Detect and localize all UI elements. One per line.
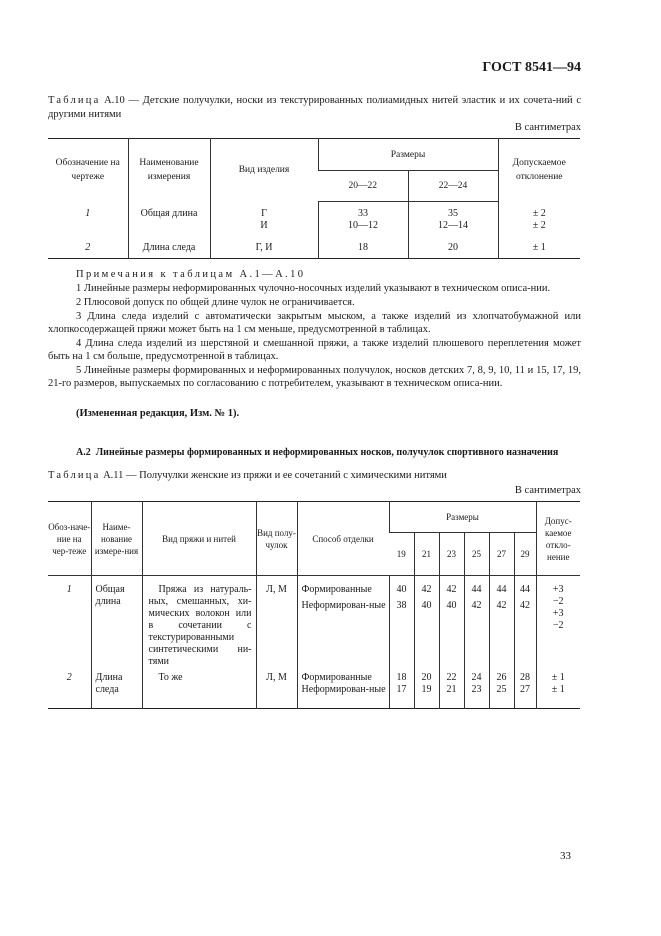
a11-row1-yarn: Пряжа из натураль-ных, смешанных, хи-мических волокон или в сочетании с текстурированными синтетическими ни-тями <box>142 576 256 673</box>
a11-size-header: 21 <box>414 533 439 576</box>
a11-row1-tol: −2 <box>552 596 564 607</box>
a11-cell: 42 <box>496 600 507 611</box>
notes-heading: Примечания к таблицам А.1—А.10 <box>76 269 306 280</box>
row1-item-type-2: И <box>260 219 268 231</box>
note-item: 1 Линейные размеры неформированных чулочно-носочных изделий указывают в техническом описа-нии. <box>76 282 551 294</box>
a11-row1-tol: +3 <box>552 584 564 595</box>
a11-cell: 27 <box>520 684 530 695</box>
row2-item-type: Г, И <box>210 242 318 259</box>
table-row <box>48 672 580 709</box>
col-designation-header: Обозначение на чертеже <box>55 158 120 183</box>
row2-size-b: 20 <box>408 242 498 259</box>
a11-cell: 23 <box>471 684 482 695</box>
a11-col-finish-header: Способ отделки <box>297 502 389 576</box>
a11-cell: 44 <box>520 584 530 595</box>
a11-cell: 38 <box>396 600 407 611</box>
note-item: 5 Линейные размеры формированных и неформированных получулок, носков детских 7, 8, 9, 10, 11 и 15, 17, 19, 21-го размеров, выпускаемых по согласованию с потребителем, указывают в техническом описа-нии. <box>48 364 581 389</box>
a11-row1-finish-1: Формированные <box>301 584 372 595</box>
col-sizes-header: Размеры <box>318 139 498 171</box>
a11-cell: 40 <box>446 600 457 611</box>
a11-row2-tol: ± 1 <box>551 684 565 695</box>
section-a2-number: А.2 <box>76 447 91 458</box>
row2-size-a: 18 <box>318 242 408 259</box>
table-a11-caption-text: А.11 — Получулки женские из пряжи и ее сочетаний с химическими нитями <box>100 470 447 481</box>
a11-cell: 26 <box>496 672 507 683</box>
row1-tol-1: ± 2 <box>532 207 546 219</box>
table-a11 <box>48 501 580 709</box>
a11-row1-finish-2: Неформирован-ные <box>301 600 386 611</box>
a11-row1-designation: 1 <box>66 584 72 595</box>
a11-cell: 40 <box>421 600 432 611</box>
a11-row2-measurement: Длина следа <box>91 672 142 709</box>
table-row <box>48 242 580 259</box>
section-a2-title: Линейные размеры формированных и неформированных носков, получулок спортивного назначения <box>95 447 559 458</box>
a11-cell: 42 <box>471 600 482 611</box>
row2-measurement: Длина следа <box>128 242 210 259</box>
col-measurement-header: Наименование измерения <box>128 139 210 202</box>
a11-cell: 44 <box>496 584 507 595</box>
a11-row2-finish-2: Неформирован-ные <box>301 684 386 695</box>
section-a2-heading <box>48 446 581 460</box>
amendment-text: (Измененная редакция, Изм. № 1) <box>76 408 237 419</box>
a11-row2-designation: 2 <box>66 672 72 683</box>
a11-row1-tol: −2 <box>552 620 564 631</box>
col-size-b-header: 22—24 <box>408 171 498 202</box>
page-number: 33 <box>560 850 571 862</box>
note-item: 2 Плюсовой допуск по общей длине чулок не ограничивается. <box>76 297 355 308</box>
a11-size-header: 29 <box>514 533 536 576</box>
a11-col-hosiery-header: Вид полу-чулок <box>256 502 297 576</box>
table-row <box>48 202 580 242</box>
a11-cell: 18 <box>396 672 407 683</box>
table-row <box>48 576 580 673</box>
a11-cell: 25 <box>496 684 507 695</box>
a11-size-header: 25 <box>464 533 489 576</box>
a11-row1-hosiery: Л, М <box>256 576 297 673</box>
a11-row1-measurement: Общая длина <box>91 576 142 673</box>
document-code: ГОСТ 8541—94 <box>482 60 581 75</box>
a11-row2-yarn: То же <box>142 672 256 709</box>
a11-cell: 42 <box>520 600 530 611</box>
col-tolerance-header: Допускаемое отклонение <box>498 139 580 202</box>
table-a10 <box>48 138 580 259</box>
row2-designation: 2 <box>85 241 91 253</box>
table-a10-caption-label: Таблица <box>48 95 101 106</box>
a11-cell: 22 <box>446 672 457 683</box>
a11-cell: 20 <box>421 672 432 683</box>
col-item-type-header: Вид изделия <box>210 139 318 202</box>
table-a11-caption-label: Таблица <box>48 470 101 481</box>
a11-col-sizes-header: Размеры <box>389 502 536 533</box>
a11-cell: 40 <box>396 584 407 595</box>
notes-block <box>48 268 581 391</box>
a11-cell: 19 <box>421 684 432 695</box>
a11-col-yarn-header: Вид пряжи и нитей <box>142 502 256 576</box>
a11-col-measurement-header: Наиме-нование измере-ния <box>91 502 142 576</box>
row1-size-b-2: 12—14 <box>438 220 468 231</box>
a11-cell: 24 <box>471 672 482 683</box>
table-a10-units: В сантиметрах <box>514 122 581 133</box>
a11-size-header: 19 <box>389 533 414 576</box>
table-a10-caption <box>48 94 581 121</box>
a11-cell: 17 <box>396 684 407 695</box>
row2-tol: ± 1 <box>498 242 580 259</box>
table-a10-caption-text: А.10 — Детские получулки, носки из текстурированных полиамидных нитей эластик и их сочета-ний с другими нитями <box>48 95 581 120</box>
a11-cell: 42 <box>421 584 432 595</box>
a11-row2-hosiery: Л, М <box>256 672 297 709</box>
row1-designation: 1 <box>85 207 91 219</box>
table-a11-caption <box>48 469 581 483</box>
a11-cell: 42 <box>446 584 457 595</box>
a11-cell: 44 <box>471 584 482 595</box>
amendment-note <box>48 407 581 421</box>
row1-size-b-1: 35 <box>448 208 458 219</box>
a11-row2-finish-1: Формированные <box>301 672 372 683</box>
row1-measurement: Общая длина <box>128 202 210 242</box>
row1-item-type-1: Г <box>261 207 267 219</box>
a11-row2-tol: ± 1 <box>551 672 565 683</box>
row1-tol-2: ± 2 <box>532 219 546 231</box>
a11-cell: 21 <box>446 684 457 695</box>
amendment-end: . <box>236 408 240 419</box>
a11-col-tolerance-header: Допус-каемое откло-нение <box>536 502 580 576</box>
a11-col-designation-header: Обоз-наче-ние на чер-теже <box>48 521 91 556</box>
table-a11-units: В сантиметрах <box>514 485 581 496</box>
row1-size-a-2: 10—12 <box>348 220 378 231</box>
note-item: 4 Длина следа изделий из шерстяной и смешанной пряжи, а также изделий плюшевого переплетения может быть на 1 см больше, предусмотренной в таблицах. <box>48 337 581 362</box>
note-item: 3 Длина следа изделий с автоматически закрытым мыском, а также изделий из хлопчатобумажной или хлопкосодержащей пряжи может быть на 1 см меньше, предусмотренной в таблицах. <box>48 310 581 335</box>
row1-size-a-1: 33 <box>358 208 368 219</box>
a11-size-header: 23 <box>439 533 464 576</box>
a11-cell: 28 <box>520 672 530 683</box>
a11-size-header: 27 <box>489 533 514 576</box>
col-size-a-header: 20—22 <box>318 171 408 202</box>
a11-row1-tol: +3 <box>552 608 564 619</box>
